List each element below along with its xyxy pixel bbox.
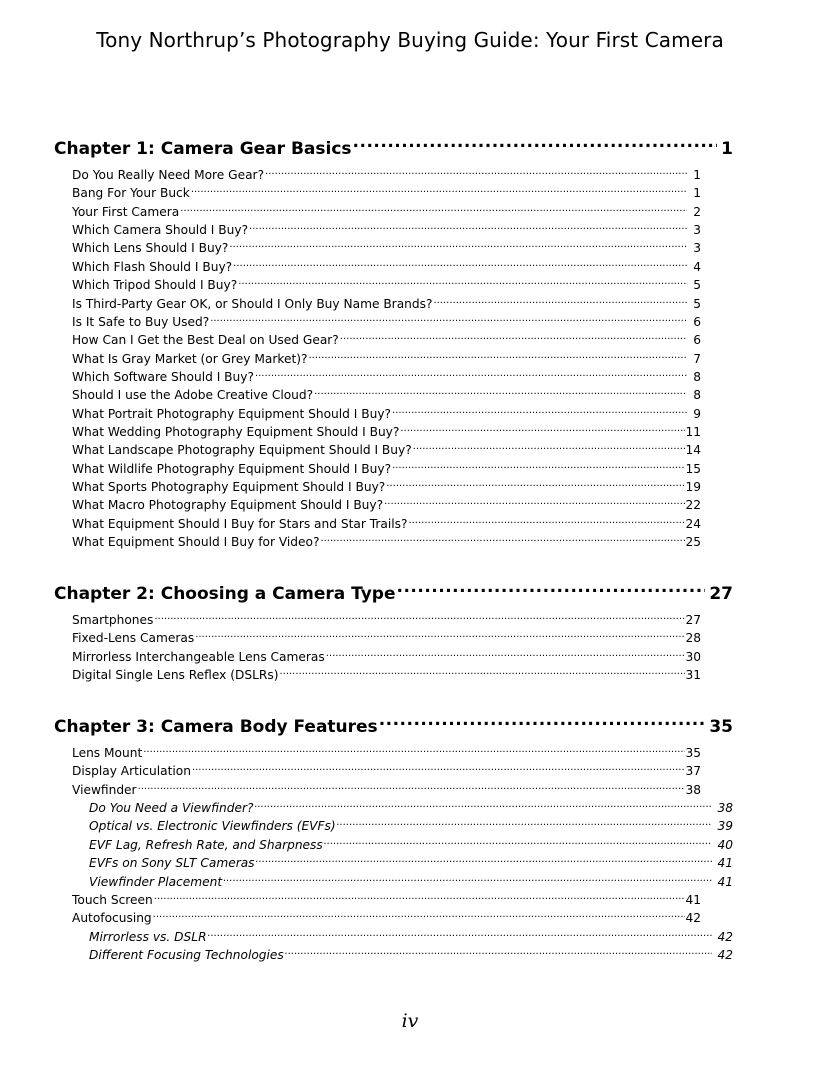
chapter-page-number: 1 — [721, 139, 733, 159]
entry-title: Viewfinder — [72, 782, 137, 797]
toc-entry[interactable] — [72, 457, 701, 475]
entry-page-number: 42 — [717, 947, 733, 962]
toc-entry[interactable] — [72, 163, 701, 181]
toc-chapter-2 — [54, 577, 733, 681]
chapter-page-number: 27 — [709, 584, 733, 604]
dot-leader — [153, 888, 686, 904]
toc-entry[interactable] — [72, 493, 701, 511]
entry-title: Which Tripod Should I Buy? — [72, 278, 238, 293]
entry-title: What Equipment Should I Buy for Stars and Star Trails? — [72, 516, 408, 531]
entry-page-number: 41 — [717, 874, 733, 889]
dot-leader — [232, 255, 687, 271]
toc-entries — [54, 163, 733, 549]
entry-page-number: 3 — [693, 223, 701, 238]
entry-title: Is It Safe to Buy Used? — [72, 314, 210, 329]
entry-title: Do You Need a Viewfinder? — [89, 801, 254, 816]
chapter-heading[interactable] — [54, 710, 733, 737]
entry-page-number: 6 — [693, 314, 701, 329]
toc-entry[interactable] — [72, 181, 701, 199]
dot-leader — [319, 530, 685, 546]
toc-entry[interactable] — [72, 255, 701, 273]
entry-title: Different Focusing Technologies — [89, 947, 284, 962]
toc-subentry[interactable] — [89, 851, 733, 869]
toc-entry[interactable] — [72, 236, 701, 254]
entry-title: Smartphones — [72, 613, 154, 627]
entry-page-number: 22 — [685, 498, 701, 513]
dot-leader — [391, 402, 687, 418]
toc-entry[interactable] — [72, 759, 701, 777]
toc-subentry[interactable] — [89, 814, 733, 832]
dot-leader — [255, 851, 712, 867]
toc-entry[interactable] — [72, 273, 701, 291]
toc-entry[interactable] — [72, 292, 701, 310]
entry-page-number: 8 — [693, 369, 701, 384]
entry-page-number: 4 — [693, 259, 701, 274]
toc-entry[interactable] — [72, 420, 701, 438]
entry-title: EVFs on Sony SLT Cameras — [89, 856, 255, 871]
entry-page-number: 41 — [685, 892, 701, 907]
entry-page-number: 39 — [717, 819, 733, 834]
toc-entry[interactable] — [72, 402, 701, 420]
dot-leader — [254, 365, 687, 381]
entry-page-number: 15 — [685, 461, 701, 476]
dot-leader — [383, 493, 685, 509]
dot-leader — [284, 943, 712, 959]
dot-leader — [194, 626, 685, 642]
toc-entry[interactable] — [72, 383, 701, 401]
entry-title: Touch Screen — [72, 892, 153, 907]
entry-page-number: 40 — [717, 837, 733, 852]
dot-leader — [228, 236, 687, 252]
entry-page-number: 9 — [693, 406, 701, 421]
toc-subentry[interactable] — [89, 943, 733, 961]
entry-title: Which Software Should I Buy? — [72, 369, 254, 384]
dot-leader — [339, 328, 687, 344]
dot-leader — [153, 608, 685, 624]
dot-leader — [278, 663, 685, 679]
entry-page-number: 6 — [693, 333, 701, 348]
toc-entry[interactable] — [72, 906, 701, 924]
entry-title: Mirrorless vs. DSLR — [89, 929, 207, 944]
entry-page-number: 5 — [693, 278, 701, 293]
toc-entry[interactable] — [72, 608, 701, 626]
entry-title: What Sports Photography Equipment Should I Buy? — [72, 480, 386, 495]
toc-entry[interactable] — [72, 741, 701, 759]
entry-page-number: 5 — [693, 296, 701, 311]
entry-title: Optical vs. Electronic Viewfinders (EVFs) — [89, 819, 336, 834]
entry-title: What Wildlife Photography Equipment Should I Buy? — [72, 461, 392, 476]
entry-title: Which Camera Should I Buy? — [72, 223, 249, 238]
dot-leader — [396, 577, 706, 599]
toc-entries — [54, 608, 733, 681]
dot-leader — [191, 759, 686, 775]
toc-entry[interactable] — [72, 347, 701, 365]
toc-chapter-1 — [54, 132, 733, 549]
toc-entry[interactable] — [72, 218, 701, 236]
dot-leader — [412, 438, 686, 454]
entry-page-number: 30 — [685, 649, 701, 664]
entry-title: Digital Single Lens Reflex (DSLRs) — [72, 668, 279, 683]
chapter-heading[interactable] — [54, 577, 733, 604]
toc-subentry[interactable] — [89, 870, 733, 888]
entry-title: Bang For Your Buck — [72, 186, 190, 201]
entry-title: EVF Lag, Refresh Rate, and Sharpness — [89, 837, 323, 852]
dot-leader — [253, 796, 712, 812]
entry-page-number: 42 — [685, 911, 701, 926]
entry-title: What Is Gray Market (or Grey Market)? — [72, 351, 308, 366]
chapter-page-number: 35 — [709, 717, 733, 737]
toc-entry[interactable] — [72, 888, 701, 906]
chapter-title: Chapter 1: Camera Gear Basics — [54, 139, 352, 159]
toc-entry[interactable] — [72, 530, 701, 548]
entry-page-number: 31 — [685, 668, 701, 683]
toc-chapter-3 — [54, 710, 733, 961]
dot-leader — [190, 181, 687, 197]
toc-subentry[interactable] — [89, 833, 733, 851]
entry-page-number: 27 — [685, 613, 701, 627]
toc-entry[interactable] — [72, 512, 701, 530]
entry-page-number: 2 — [693, 204, 701, 219]
toc-entry[interactable] — [72, 778, 701, 796]
toc-entry[interactable] — [72, 626, 701, 644]
entry-title: Which Lens Should I Buy? — [72, 241, 229, 256]
entry-title: What Wedding Photography Equipment Should I Buy? — [72, 425, 400, 440]
dot-leader — [209, 310, 687, 326]
entry-page-number: 7 — [693, 351, 701, 366]
dot-leader — [142, 741, 685, 757]
entry-title: What Portrait Photography Equipment Should I Buy? — [72, 406, 392, 421]
toc-entry[interactable] — [72, 645, 701, 663]
dot-leader — [336, 814, 712, 830]
dot-leader — [352, 132, 718, 154]
toc-entry[interactable] — [72, 438, 701, 456]
dot-leader — [248, 218, 687, 234]
chapter-heading[interactable] — [54, 132, 733, 159]
entry-title: Should I use the Adobe Creative Cloud? — [72, 388, 314, 403]
toc-entry[interactable] — [72, 365, 701, 383]
dot-leader — [399, 420, 685, 436]
entry-title: Is Third-Party Gear OK, or Should I Only Buy Name Brands? — [72, 296, 433, 311]
chapter-title: Chapter 3: Camera Body Features — [54, 717, 378, 737]
entry-page-number: 3 — [693, 241, 701, 256]
dot-leader — [378, 710, 706, 732]
entry-page-number: 24 — [685, 516, 701, 531]
entry-title: Display Articulation — [72, 764, 191, 779]
entry-title: Autofocusing — [72, 911, 152, 926]
dot-leader — [325, 645, 686, 661]
entry-page-number: 25 — [685, 535, 701, 550]
dot-leader — [207, 925, 712, 941]
dot-leader — [222, 870, 712, 886]
toc-subentry[interactable] — [89, 925, 733, 943]
toc-subentry[interactable] — [89, 796, 733, 814]
entry-page-number: 41 — [717, 856, 733, 871]
entry-page-number: 28 — [685, 631, 701, 646]
dot-leader — [179, 200, 687, 216]
entry-title: How Can I Get the Best Deal on Used Gear? — [72, 333, 339, 348]
dot-leader — [307, 347, 687, 363]
chapter-title: Chapter 2: Choosing a Camera Type — [54, 584, 396, 604]
toc-entry[interactable] — [72, 663, 701, 681]
toc-entry[interactable] — [72, 200, 701, 218]
dot-leader — [323, 833, 712, 849]
entry-title: Lens Mount — [72, 746, 143, 760]
entry-title: Which Flash Should I Buy? — [72, 259, 233, 274]
toc-entry[interactable] — [72, 310, 701, 328]
entry-page-number: 42 — [717, 929, 733, 944]
entry-title: What Equipment Should I Buy for Video? — [72, 535, 320, 550]
entry-title: Your First Camera — [72, 204, 180, 219]
entry-page-number: 35 — [685, 746, 701, 760]
entry-page-number: 8 — [693, 388, 701, 403]
entry-page-number: 37 — [685, 764, 701, 779]
dot-leader — [391, 457, 685, 473]
toc-entry[interactable] — [72, 328, 701, 346]
entry-title: Mirrorless Interchangeable Lens Cameras — [72, 649, 325, 664]
document-title: Tony Northrup’s Photography Buying Guide: Your First Camera — [96, 28, 724, 52]
entry-page-number: 1 — [693, 186, 701, 201]
dot-leader — [432, 292, 687, 308]
dot-leader — [152, 906, 686, 922]
entry-title: Fixed-Lens Cameras — [72, 631, 195, 646]
dot-leader — [264, 163, 687, 179]
entry-page-number: 14 — [685, 443, 701, 458]
entry-title: What Macro Photography Equipment Should I Buy? — [72, 498, 384, 513]
dot-leader — [237, 273, 687, 289]
dot-leader — [407, 512, 685, 528]
entry-title: Viewfinder Placement — [89, 874, 223, 889]
dot-leader — [313, 383, 687, 399]
toc-entry[interactable] — [72, 475, 701, 493]
entry-page-number: 38 — [717, 801, 733, 816]
entry-page-number: 1 — [693, 168, 701, 182]
dot-leader — [385, 475, 685, 491]
toc-entries — [54, 741, 733, 961]
entry-title: Do You Really Need More Gear? — [72, 168, 265, 182]
entry-page-number: 11 — [685, 425, 701, 440]
entry-title: What Landscape Photography Equipment Should I Buy? — [72, 443, 412, 458]
entry-page-number: 19 — [685, 480, 701, 495]
entry-page-number: 38 — [685, 782, 701, 797]
page-number: iv — [401, 1010, 419, 1032]
dot-leader — [137, 778, 686, 794]
